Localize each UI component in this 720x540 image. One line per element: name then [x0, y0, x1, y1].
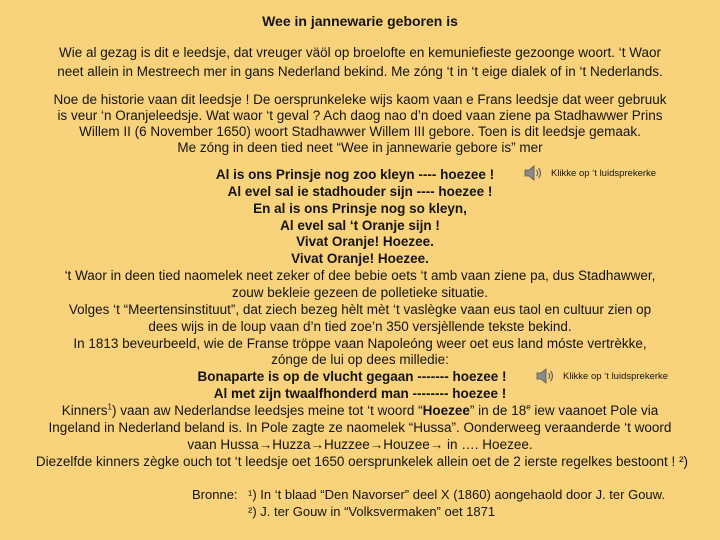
- footnote-marker-1: 1: [107, 402, 112, 412]
- word-chain-3: Huzzee: [323, 437, 370, 452]
- song-line-1: Al is ons Prinsje nog zoo kleyn ---- hoezee !: [215, 167, 495, 182]
- sources-label: Bronne:: [192, 487, 238, 502]
- para3-line-4: dees wijs in de loup vaan d’n tied zoe’n 350 versjèllende tekste bekind.: [148, 319, 572, 334]
- word-chain-1: vaan Hussa: [187, 437, 259, 452]
- kinners-text-b: ) vaan aw Nederlandse leedsjes meine tot ‘t woord “: [111, 403, 423, 418]
- speaker-label: Klikke op ‘t luidsprekerke: [563, 370, 669, 382]
- para3-line-2: zouw bekleie gezeen de polletieke situatie.: [232, 285, 488, 300]
- kinners-line-2: Ingeland in Nederland beland is. In Pole zagte ze naomelek “Hussa”. Oonderweeg veraanderde ‘t woord: [48, 420, 672, 435]
- arrow-icon: →: [310, 437, 324, 452]
- speaker-icon[interactable]: [535, 366, 557, 386]
- history-line-3: Willem II (6 November 1650) woort Stadhawwer Willem III gebore. Toen is dit leedsje gemaak.: [79, 124, 641, 139]
- song2-line-2: Al met zijn twaalfhonderd man -------- hoezee !: [213, 386, 507, 401]
- word-chain-5: in …. Hoezee.: [443, 437, 533, 452]
- history-line-1: Noe de historie vaan dit leedsje ! De oersprunkeleke wijs kaom vaan e Frans leedsje dat weer gebruuk: [53, 92, 667, 107]
- word-chain-2: Huzza: [272, 437, 311, 452]
- page-title: Wee in jannewarie geboren is: [262, 13, 458, 29]
- intro-line-1: Wie al gezag is dit e leedsje, dat vreuger väöl op broelofte en kemuniefieste gezoonge woort. ‘t Waor: [58, 45, 662, 60]
- speaker-control-2[interactable]: [535, 366, 668, 386]
- source-1: ¹) In ‘t blaad “Den Navorser” deel X (1860) aongehaold door J. ter Gouw.: [248, 487, 665, 502]
- arrow-icon: →: [369, 437, 384, 452]
- para3-line-5: In 1813 beveurbeeld, wie de Franse tröppe vaan Napoleóng weer oet eus land móste vertrèkke,: [73, 336, 647, 351]
- source-2: ²) J. ter Gouw in “Volksvermaken” oet 1871: [248, 504, 496, 519]
- kinners-line-3: [0, 436, 720, 453]
- kinners-text-a: Kinners: [61, 403, 108, 418]
- song2-line-1: Bonaparte is op de vlucht gegaan ------- hoezee !: [197, 369, 507, 384]
- word-chain-4: Houzee: [383, 437, 430, 452]
- history-line-4: Me zóng in deen tied neet “Wee in jannewarie gebore is” mer: [177, 140, 543, 155]
- century-suffix: e: [526, 402, 531, 412]
- hoezee-word: Hoezee: [422, 403, 470, 418]
- speaker-control-1[interactable]: [523, 163, 656, 183]
- song-line-6: Vivat Oranje! Hoezee.: [291, 251, 429, 266]
- song-line-3: En al is ons Prinsje nog so kleyn,: [253, 201, 467, 216]
- kinners-line-4: Diezelfde kinners zègke ouch tot ‘t leedsje oet 1650 oersprunkelek allein oet de 2 ierste regelkes bestoont ! ²): [35, 454, 689, 469]
- song-line-2: Al evel sal ie stadhouder sijn ---- hoezee !: [227, 184, 493, 199]
- kinners-line-1: [0, 402, 720, 419]
- kinners-text-c: ” in de 18: [469, 403, 527, 418]
- song-line-4: Al evel sal ‘t Oranje sijn !: [280, 218, 440, 233]
- history-line-2: is veur ‘n Oranjeleedsje. Wat waor ‘t geval ? Ach daog nao d’n doed vaan ziene pa Stadhawwer Prins: [57, 108, 663, 123]
- kinners-text-d: iew vaanoet Pole via: [530, 403, 659, 418]
- speaker-label: Klikke op ‘t luidsprekerke: [551, 167, 657, 179]
- intro-line-2: neet allein in Mestreech mer in gans Nederland bekind. Me zóng ‘t in ‘t eige dialek of in ‘t Nederlands.: [57, 64, 663, 79]
- arrow-icon: →: [258, 437, 273, 452]
- song-line-5: Vivat Oranje! Hoezee.: [296, 234, 434, 249]
- arrow-icon: →: [429, 437, 444, 452]
- para3-line-1: ‘t Waor in deen tied naomelek neet zeker of dee bebie oets ‘t amb vaan ziene pa, dus Stadhawwer,: [64, 268, 656, 283]
- para3-line-6: zónge de lui op dees milledie:: [271, 352, 449, 367]
- speaker-icon[interactable]: [523, 163, 545, 183]
- para3-line-3: Volges ‘t “Meertensinstituut”, dat ziech bezeg hèlt mèt ‘t vaslègke vaan eus taol en cultuur zien op: [68, 302, 652, 317]
